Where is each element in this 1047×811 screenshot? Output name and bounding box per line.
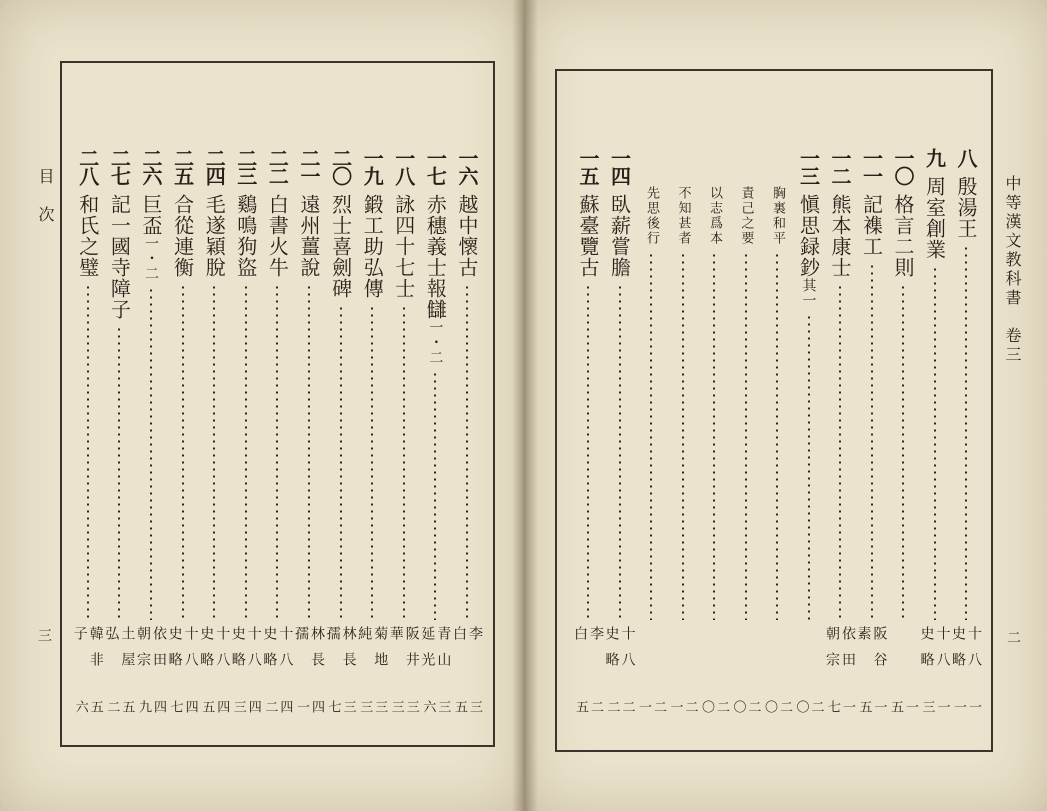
entry-page-number: 一一 (951, 700, 981, 713)
leader-dots (902, 284, 904, 620)
toc-entry (730, 148, 761, 718)
leader-dots (587, 284, 589, 620)
entry-title: 毛遂穎脫 (202, 194, 227, 278)
leader-dots (682, 252, 684, 620)
entry-author: 十八史略 (261, 626, 294, 678)
leader-dots (965, 245, 967, 620)
entry-title: 格言二則 (891, 194, 915, 278)
entry-number: 二七 (107, 148, 132, 184)
leader-dots (308, 284, 310, 620)
entry-author: 林長孺 (324, 626, 357, 678)
leader-dots (87, 284, 89, 620)
toc-entry (667, 148, 698, 718)
entry-page-number: 一七 (825, 700, 855, 713)
toc-entry (356, 148, 389, 718)
entry-author: 阪谷素 (855, 626, 888, 678)
leader-dots (466, 284, 468, 620)
entry-title: 周室創業 (922, 176, 947, 260)
entry-author: 十八史略 (603, 626, 636, 678)
toc-entry (701, 148, 727, 718)
entry-title: 詠四十七士 (391, 194, 416, 299)
entry-subtitle: 以志爲本 (707, 186, 722, 246)
entry-page-number: 四二 (262, 700, 293, 713)
toc-entry (451, 148, 483, 718)
entry-author: 十八史略 (950, 626, 982, 678)
entry-page-number: 五六 (72, 700, 103, 713)
toc-entry (198, 148, 231, 718)
toc-entry (293, 148, 325, 718)
entry-author: 十八史略 (918, 626, 951, 678)
toc-entry (229, 148, 262, 718)
entry-page-number: 二一 (667, 700, 698, 713)
entry-title: 殷湯王 (954, 176, 978, 239)
leader-dots (245, 284, 247, 620)
entry-number: 一五 (576, 148, 600, 184)
leader-dots (276, 284, 278, 620)
entry-author: 李 白 (572, 626, 604, 678)
entry-title: 臥薪嘗膽 (607, 194, 632, 278)
entry-page-number: 二〇 (762, 700, 792, 713)
leader-dots (434, 371, 436, 620)
entry-number: 一九 (360, 148, 385, 184)
entry-author: 十八史略 (166, 626, 199, 678)
entry-number: 二五 (170, 148, 195, 184)
entry-number: 九 (922, 148, 947, 166)
entry-number: 二三 (233, 148, 258, 184)
entry-number: 二一 (297, 148, 321, 184)
entry-author: 十八史略 (198, 626, 231, 678)
entry-author: 依田朝宗 (135, 626, 167, 678)
leader-dots (808, 314, 810, 620)
entry-page-number: 五二 (104, 700, 135, 713)
entry-title: 合從連衡 (170, 194, 195, 278)
leader-dots (713, 252, 715, 620)
leader-dots (182, 284, 184, 620)
left-page-number: 三 (36, 628, 52, 645)
entry-page-number: 三六 (420, 700, 451, 713)
leader-dots (150, 287, 152, 620)
entry-page-number: 四九 (136, 700, 166, 713)
entry-author: 土屋弘 (103, 626, 136, 678)
entry-page-number: 三三 (357, 700, 388, 713)
entry-title: 巨盃一・二 (139, 194, 163, 281)
toc-entry (638, 148, 664, 718)
leader-dots (340, 305, 342, 620)
entry-number: 一〇 (891, 148, 915, 184)
entry-author: 韓非子 (71, 626, 104, 678)
toc-entry (890, 148, 916, 718)
entry-subtitle: 先思後行 (644, 186, 659, 246)
entry-number: 一二 (828, 148, 852, 184)
entry-page-number: 二二 (604, 700, 635, 713)
entry-page-number: 二〇 (699, 700, 729, 713)
entry-number: 一三 (796, 148, 821, 184)
entry-title: 蘇臺覽古 (576, 194, 600, 278)
entry-subtitle: 胸裏和平 (770, 186, 785, 246)
entry-title: 熊本康士 (828, 194, 852, 278)
entry-author: 李 白 (451, 626, 483, 678)
entry-title: 記一國寺障子 (107, 194, 132, 320)
entry-number: 八 (954, 148, 978, 166)
leader-dots (371, 305, 373, 620)
toc-entry (950, 148, 982, 718)
leader-dots (776, 252, 778, 620)
entry-title-suffix: 一・二 (143, 236, 159, 281)
toc-entry (419, 148, 452, 718)
entry-author: 阪井華 (387, 626, 420, 678)
entry-author: 林長孺 (293, 626, 325, 678)
entry-number: 一一 (859, 148, 884, 184)
toc-entry (793, 148, 824, 718)
entry-page-number: 三七 (325, 700, 356, 713)
toc-entry (572, 148, 604, 718)
entry-title: 赤穗義士報讎一・二 (423, 194, 448, 365)
entry-page-number: 二〇 (793, 700, 824, 713)
toc-entry (764, 148, 790, 718)
entry-page-number: 三五 (452, 700, 482, 713)
entry-number: 一六 (455, 148, 479, 184)
entry-number: 一八 (391, 148, 416, 184)
entry-title-suffix: 其一 (800, 278, 817, 308)
entry-page-number: 四一 (294, 700, 324, 713)
leader-dots (403, 305, 405, 620)
entry-title: 愼思録鈔其一 (796, 194, 821, 308)
entry-title: 和氏之璧 (75, 194, 100, 278)
entry-page-number: 一五 (888, 700, 918, 713)
toc-entry (918, 148, 951, 718)
toc-entry (603, 148, 636, 718)
leader-dots (871, 263, 873, 620)
entry-page-number: 一五 (856, 700, 887, 713)
entry-number: 二四 (202, 148, 227, 184)
entry-author: 十八史略 (229, 626, 262, 678)
entry-number: 一四 (607, 148, 632, 184)
leader-dots (650, 252, 652, 620)
leader-dots (213, 284, 215, 620)
entry-title: 記襍工 (859, 194, 884, 257)
toc-entry (261, 148, 294, 718)
toc-entry (135, 148, 167, 718)
entry-page-number: 四三 (230, 700, 261, 713)
toc-entry (103, 148, 136, 718)
entry-title: 白書火牛 (265, 194, 290, 278)
leader-dots (839, 284, 841, 620)
entry-subtitle: 責己之要 (738, 186, 754, 246)
book-gutter (512, 0, 538, 811)
left-header-label: 目 次 (36, 168, 55, 225)
toc-entry (166, 148, 199, 718)
leader-dots (118, 326, 120, 620)
entry-page-number: 二一 (636, 700, 666, 713)
entry-title: 鍛工助弘傳 (360, 194, 385, 299)
leader-dots (619, 284, 621, 620)
entry-title-suffix: 一・二 (427, 320, 444, 365)
entry-title: 鷄鳴狗盜 (233, 194, 258, 278)
toc-entry (71, 148, 104, 718)
toc-entry (855, 148, 888, 718)
entry-page-number: 二五 (573, 700, 603, 713)
toc-entry (324, 148, 357, 718)
toc-entry (387, 148, 420, 718)
entry-page-number: 二〇 (730, 700, 761, 713)
entry-author: 青山延光 (419, 626, 452, 678)
entry-author: 依田朝宗 (824, 626, 856, 678)
entry-number: 二〇 (328, 148, 353, 184)
leader-dots (745, 252, 747, 620)
entry-page-number: 四七 (167, 700, 198, 713)
entry-title: 遠州薑說 (297, 194, 321, 278)
entry-author: 菊地純 (356, 626, 389, 678)
entry-page-number: 四五 (199, 700, 230, 713)
entry-page-number: 三三 (388, 700, 419, 713)
entry-number: 二二 (265, 148, 290, 184)
entry-number: 二八 (75, 148, 100, 184)
entry-subtitle: 不知甚者 (675, 186, 691, 246)
toc-entry (824, 148, 856, 718)
entry-number: 二六 (139, 148, 163, 184)
right-page-number: 二 (1005, 630, 1021, 647)
entry-title: 越中懷古 (455, 194, 479, 278)
entry-page-number: 一三 (919, 700, 950, 713)
entry-number: 一七 (423, 148, 448, 184)
running-title: 中等漢文教科書 卷三 (1003, 175, 1022, 365)
leader-dots (934, 266, 936, 620)
entry-title: 烈士喜劍碑 (328, 194, 353, 299)
